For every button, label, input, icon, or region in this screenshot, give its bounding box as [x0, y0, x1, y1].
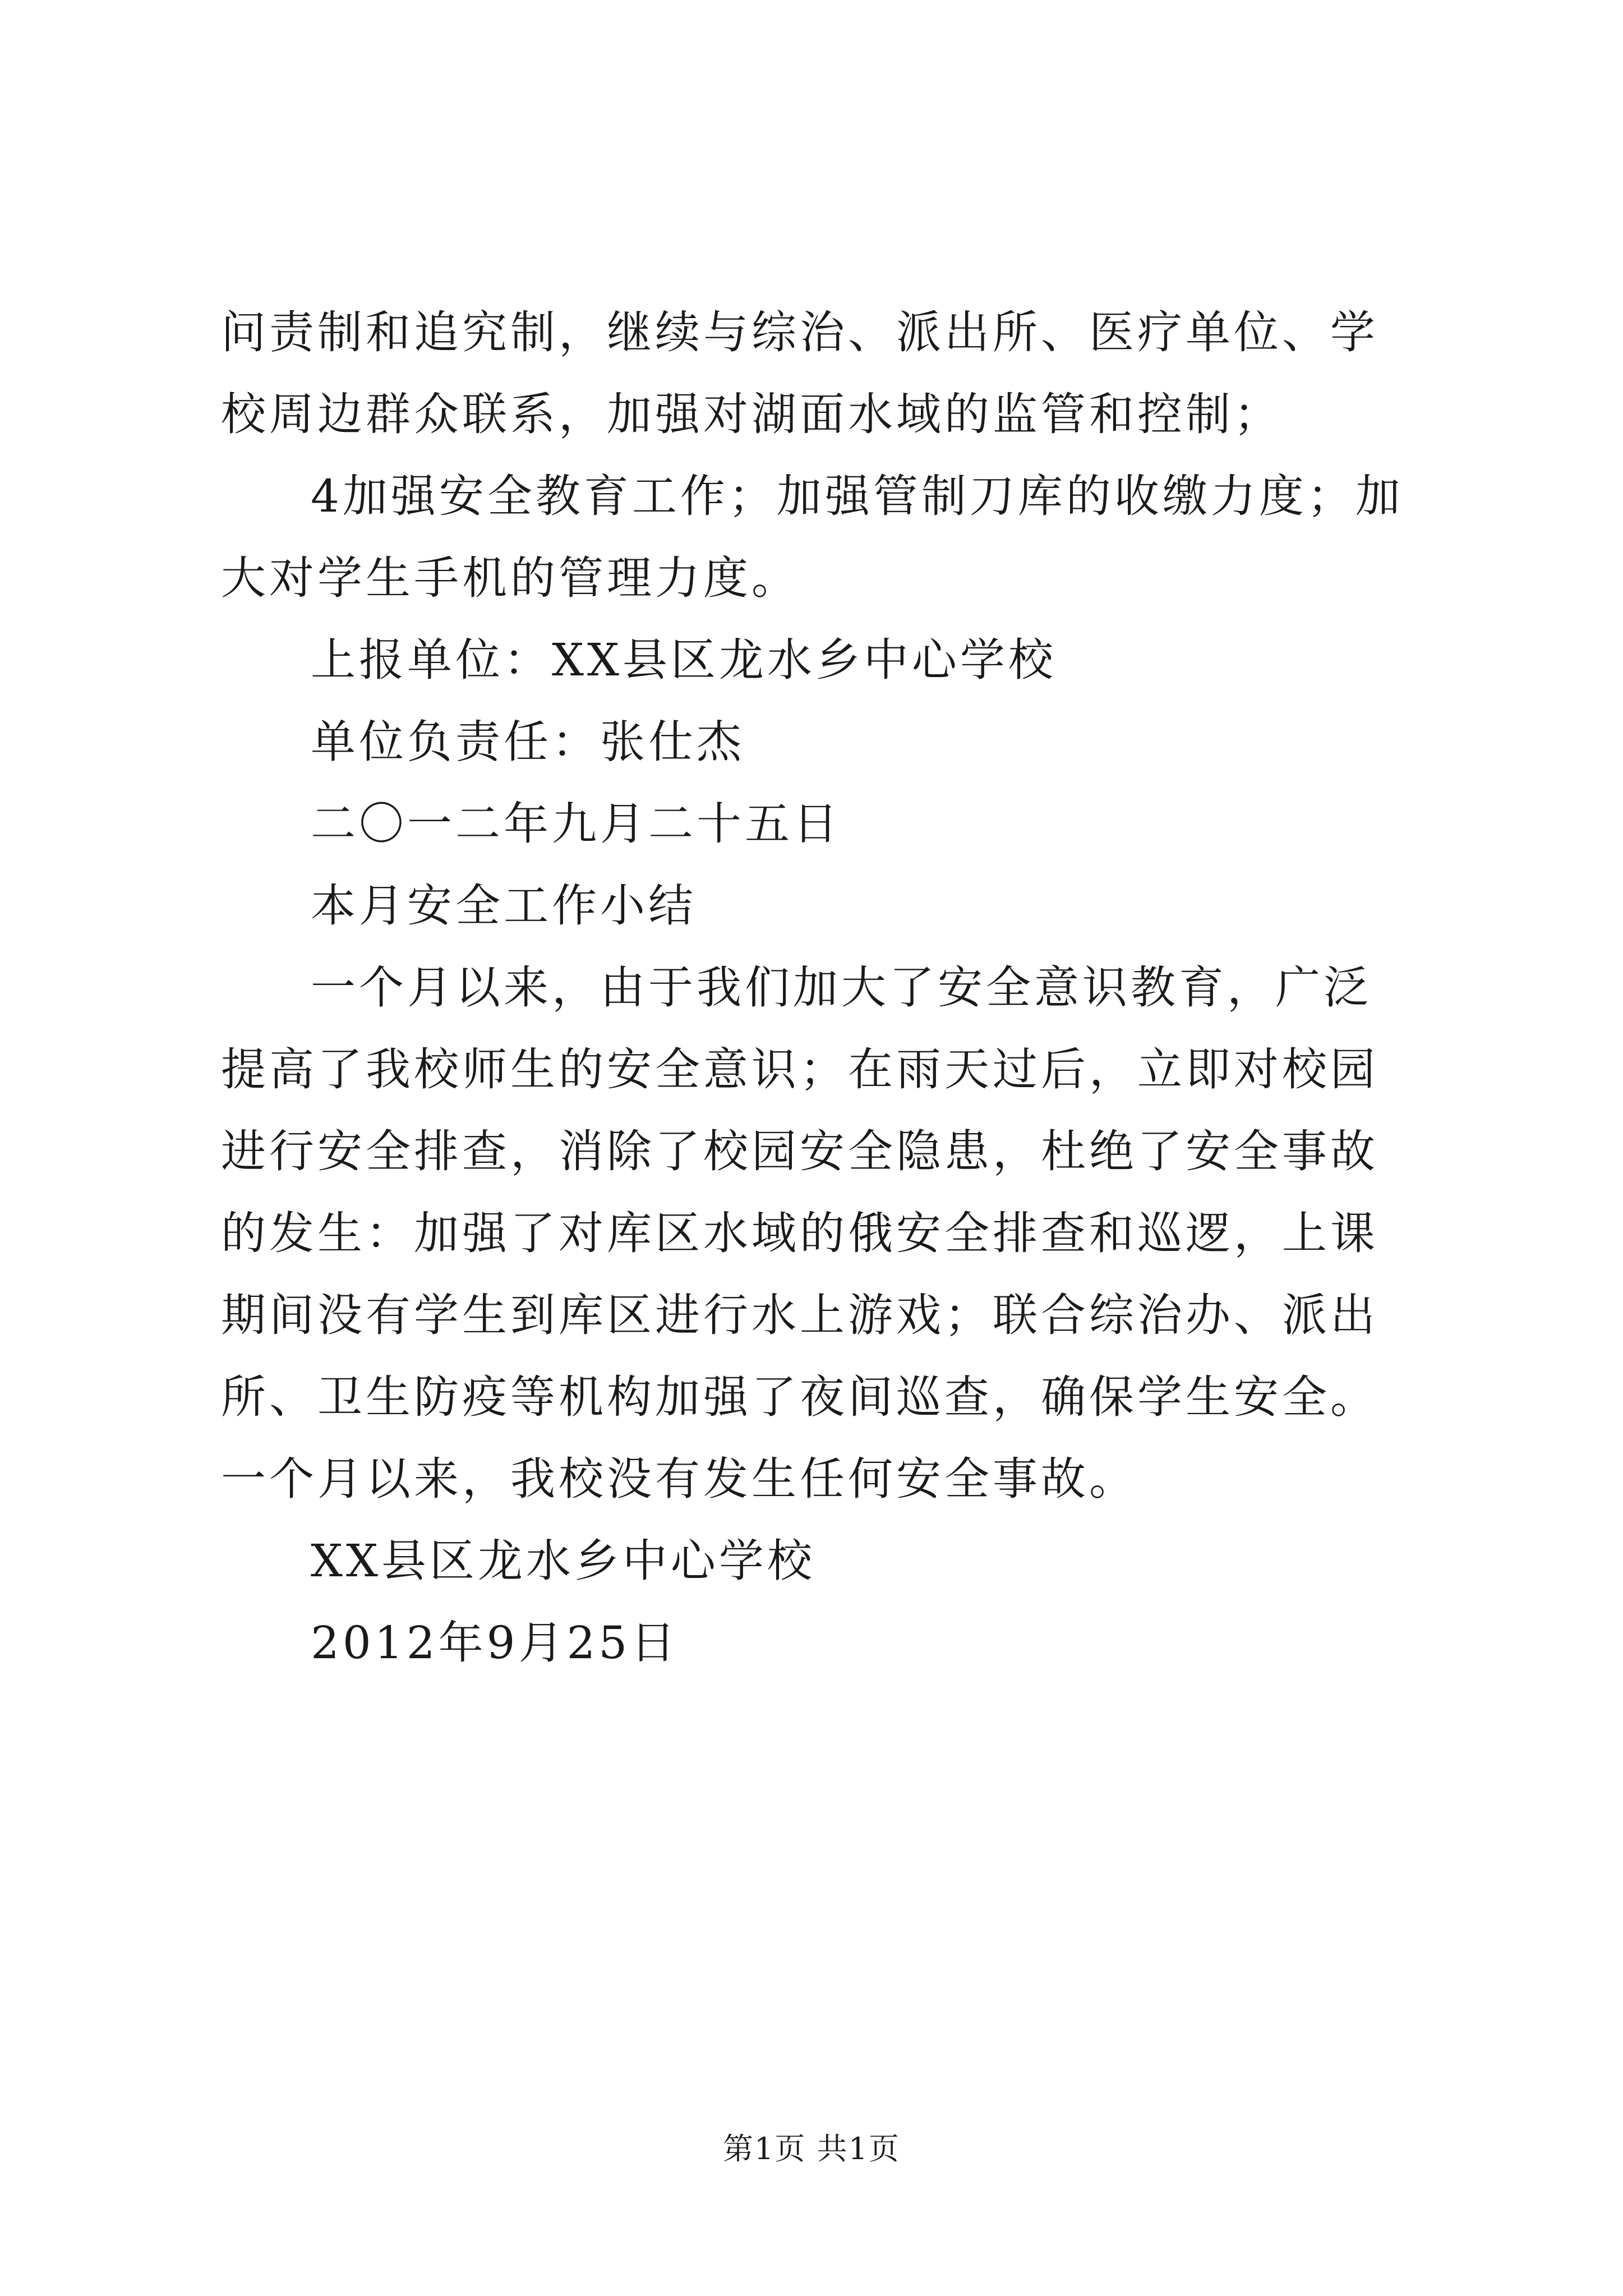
unit-responsible-person: 单位负责任：张仕杰	[311, 716, 745, 768]
reporting-unit: 上报单位：XX县区龙水乡中心学校	[311, 634, 1057, 686]
paragraph-accountability: 问责制和追究制，继续与综治、派出所、医疗单位、学校周边群众联系，加强对湖面水域的监管和控制；	[221, 306, 1378, 440]
summary-body: 一个月以来，由于我们加大了安全意识教育，广泛提高了我校师生的安全意识；在雨天过后，立即对校园进行安全排查，消除了校园安全隐患，杜绝了安全事故的发生：加强了对库区水域的俄安全排查和巡逻，上课期间没有学生到库区进行水上游戏；联合综治办、派出所、卫生防疫等机构加强了夜间巡查，确保学生安全。一个月以来，我校没有发生任何安全事故。	[221, 961, 1378, 1505]
summary-heading: 本月安全工作小结	[311, 880, 697, 932]
paragraph-safety-education: 4加强安全教育工作；加强管制刀库的收缴力度；加大对学生手机的管理力度。	[221, 470, 1404, 604]
signature-school: XX县区龙水乡中心学校	[311, 1535, 815, 1587]
signature-date: 2012年9月25日	[311, 1617, 679, 1669]
report-date-chinese: 二〇一二年九月二十五日	[311, 798, 841, 850]
document-body	[221, 292, 1415, 1684]
page-number-footer: 第1页 共1页	[723, 2131, 900, 2166]
